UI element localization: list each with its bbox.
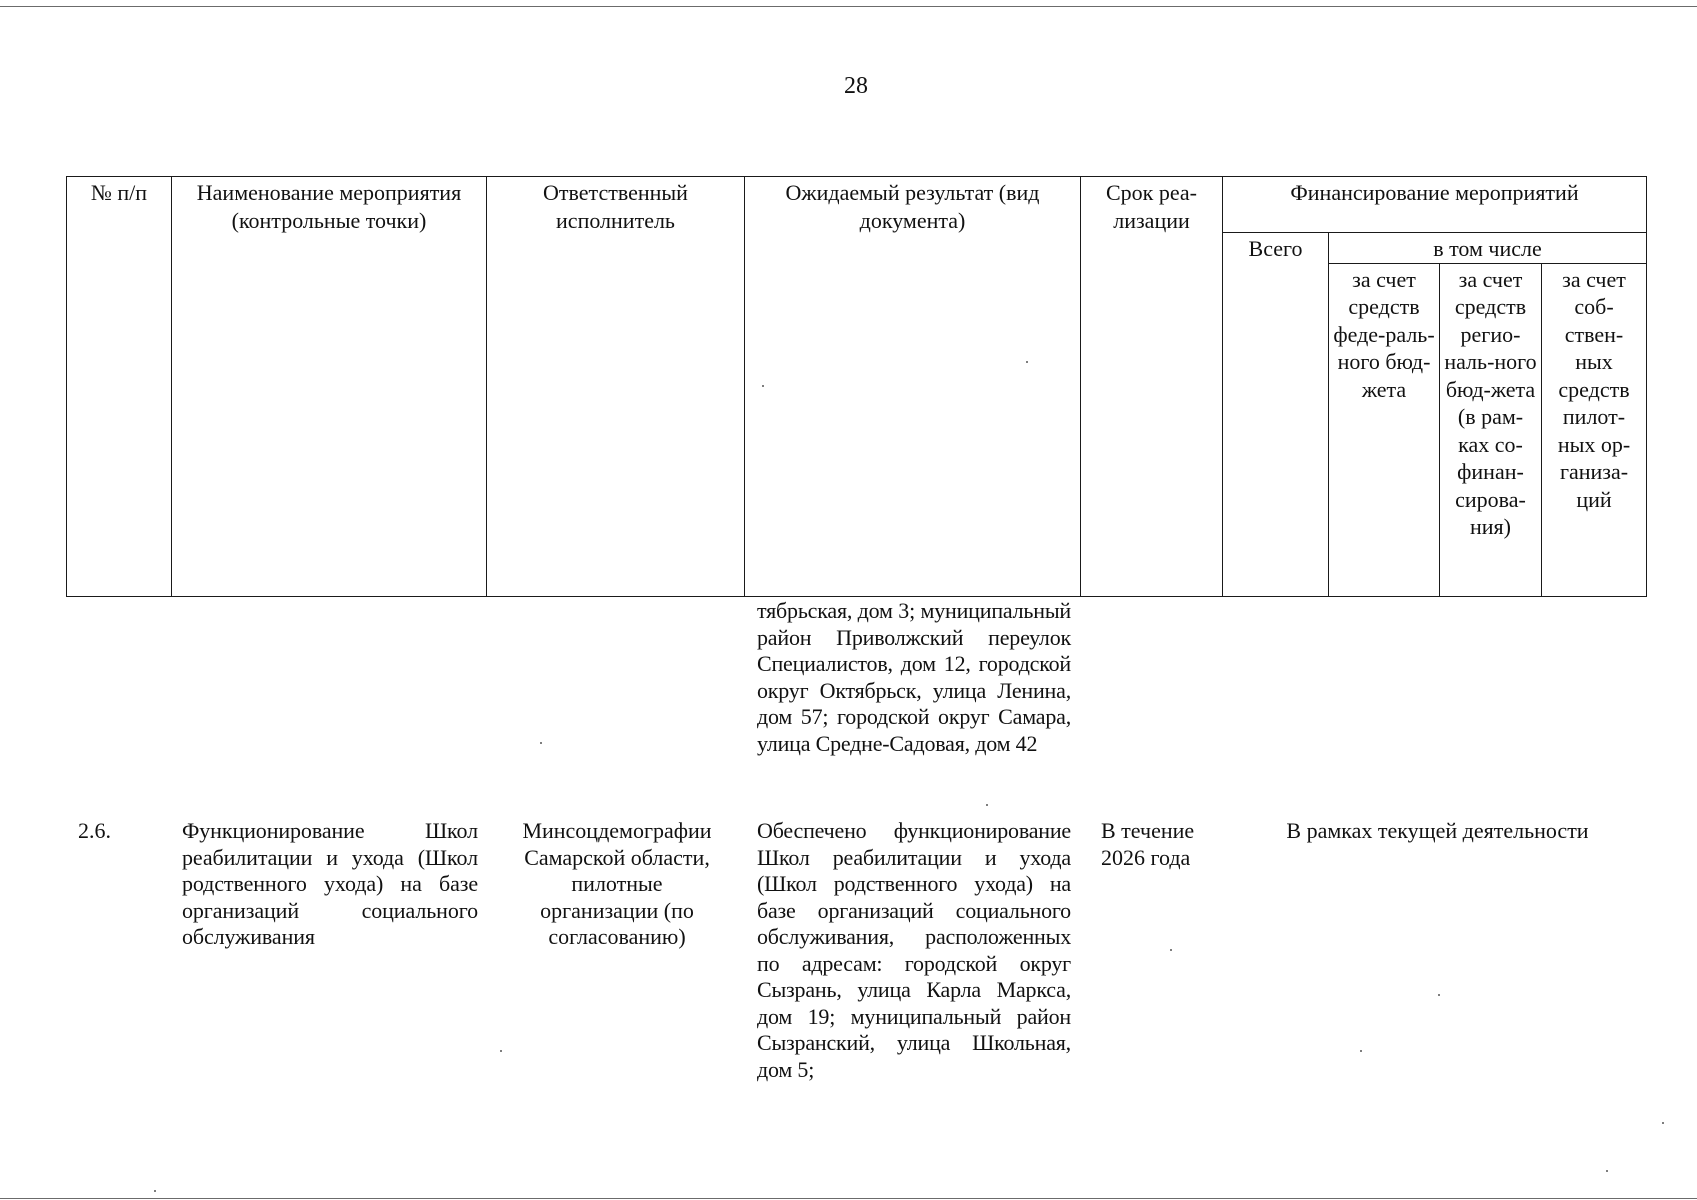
row-name: Функционирование Школ реабилитации и ухода (Школ родственного ухода) на базе организаций социального обслуживания bbox=[182, 818, 478, 949]
row-term: В течение 2026 года bbox=[1101, 818, 1195, 870]
header-including: в том числе bbox=[1329, 233, 1647, 264]
scan-speck bbox=[1360, 1050, 1362, 1052]
table-header bbox=[66, 176, 1647, 597]
scan-speck bbox=[500, 1050, 502, 1052]
scan-speck bbox=[1438, 994, 1440, 996]
row-executor: Минсоцдемографии Самарской области, пилотные организации (по согласованию) bbox=[522, 818, 712, 949]
continued-result-text: тябрьская, дом 3; муниципальный район Приволжский переулок Специалистов, дом 12, городской округ Октябрьск, улица Ленина, дом 57; городской округ Самара, улица Средне-Садовая, дом 42 bbox=[757, 598, 1071, 756]
header-num: № п/п bbox=[67, 177, 172, 597]
header-term: Срок реа-лизации bbox=[1081, 177, 1223, 597]
scan-edge-bottom bbox=[0, 1198, 1697, 1199]
scan-speck bbox=[1662, 1122, 1664, 1124]
scan-speck bbox=[540, 742, 542, 744]
header-total: Всего bbox=[1223, 233, 1329, 597]
page-number: 28 bbox=[844, 73, 868, 99]
header-own: за счет соб-ствен-ных средств пилот-ных ор-ганиза-ций bbox=[1542, 263, 1647, 597]
row-number: 2.6. bbox=[78, 818, 111, 843]
scan-speck bbox=[1606, 1170, 1608, 1172]
scan-speck bbox=[154, 1190, 156, 1192]
header-regional: за счет средств регио-наль-ного бюд-жета (в рам-ках со-финан-сирова-ния) bbox=[1440, 263, 1542, 597]
header-name: Наименование мероприятия (контрольные точки) bbox=[172, 177, 487, 597]
scan-speck bbox=[1170, 949, 1172, 951]
header-result: Ожидаемый результат (вид документа) bbox=[745, 177, 1081, 597]
header-financing: Финансирование мероприятий bbox=[1223, 177, 1647, 233]
scan-speck bbox=[986, 804, 988, 806]
scan-speck bbox=[762, 385, 764, 387]
scan-speck bbox=[1026, 361, 1028, 363]
scan-edge-top bbox=[0, 6, 1697, 7]
header-federal: за счет средств феде-раль-ного бюд-жета bbox=[1329, 263, 1440, 597]
header-executor: Ответственный исполнитель bbox=[487, 177, 745, 597]
row-result: Обеспечено функционирование Школ реабилитации и ухода (Школ родственного ухода) на базе организаций социального обслуживания, расположенных по адресам: городской округ Сызрань, улица Карла Маркса, дом 19; муниципальный район Сызранский, улица Школьная, дом 5; bbox=[757, 818, 1071, 1082]
row-financing: В рамках текущей деятельности bbox=[1286, 818, 1589, 843]
